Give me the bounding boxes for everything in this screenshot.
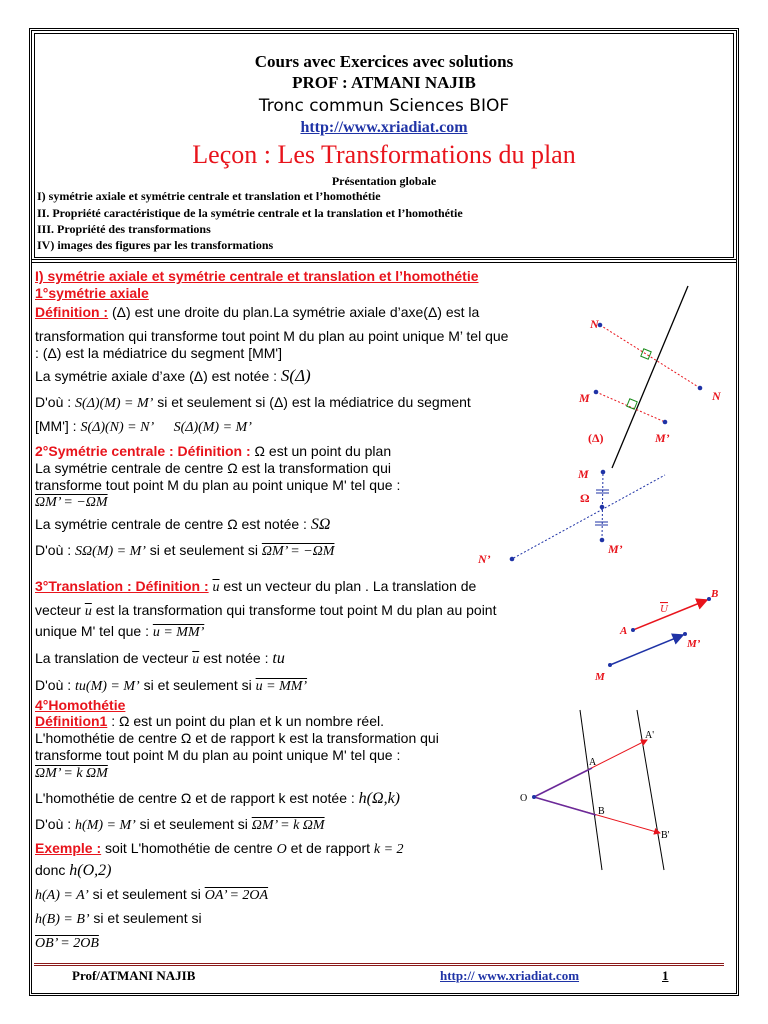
s2-title-line: 2°Symétrie centrale : Définition : Ω est un point du plan — [35, 443, 392, 459]
point-m — [601, 470, 606, 475]
footer-url-link[interactable]: http:// www.xriadiat.com — [440, 968, 580, 983]
figure-central-symmetry — [475, 460, 715, 575]
label-axis: (Δ) — [588, 431, 604, 445]
label-n-image: N — [712, 389, 721, 403]
point-n-image — [510, 557, 515, 562]
header-separator — [31, 259, 737, 263]
segment-nn — [510, 475, 665, 560]
header-line3: Tronc commun Sciences BIOF — [258, 96, 510, 116]
section1-heading: I) symétrie axiale et symétrie centrale et translation et l’homothétie — [35, 268, 479, 284]
s2-notation: La symétrie centrale de centre Ω est notée : SΩ — [35, 516, 331, 533]
footer-separator — [34, 963, 724, 966]
parallel-line-1 — [580, 710, 602, 870]
figure-homothety — [512, 705, 682, 875]
segment-mm — [596, 392, 665, 422]
s3-dou: D'où : tu(M) = M’ si et seulement si u = MM’ — [35, 677, 308, 694]
page-number: 1 — [662, 968, 669, 983]
label-n: N — [590, 317, 599, 331]
label-m: M — [579, 391, 590, 405]
s1-definition-line3: : (Δ) est la médiatrice du segment [MM'] — [35, 345, 282, 361]
s1-def-label: Définition : — [35, 304, 109, 320]
segment-oa — [534, 768, 592, 797]
label-u: U — [660, 603, 668, 615]
overview-heading: Présentation globale — [331, 174, 437, 188]
s4-definition-line1: Définition1 : Ω est un point du plan et k un nombre réel. — [35, 713, 384, 729]
s4-vector-equation: ΩM’ = k ΩM — [35, 766, 108, 781]
plan-item-2: II. Propriété caractéristique de la symétrie centrale et la translation et l’homothétie — [37, 206, 463, 220]
s3-title: 3°Translation : Définition : — [35, 578, 209, 594]
s1-dou: D'où : S(Δ)(M) = M’ si et seulement si (Δ) est la médiatrice du segment — [35, 394, 471, 411]
s1-definition-line2: transformation qui transforme tout point M du plan au point unique M’ tel que — [35, 328, 509, 344]
label-m: M — [595, 671, 605, 683]
example-line3: h(A) = A’ si et seulement si OA’ = 2OA — [35, 886, 269, 903]
s4-definition-line3: transforme tout point M du plan au point unique M' tel que : — [35, 747, 401, 763]
example-line5: OB’ = 2OB — [35, 936, 99, 951]
label-a: A — [589, 757, 597, 768]
point-m-image — [663, 420, 668, 425]
vector-mm — [610, 635, 683, 665]
header-line1: Cours avec Exercices avec solutions — [254, 52, 514, 71]
label-m: M — [578, 467, 589, 481]
s3-definition-line3: unique M' tel que : u = MM’ — [35, 623, 205, 640]
s1-notation: La symétrie axiale d’axe (Δ) est notée : S(Δ) — [35, 366, 311, 385]
s2-vector-equation: ΩM’ = −ΩM — [35, 495, 108, 510]
lesson-title: Leçon : Les Transformations du plan — [192, 140, 576, 169]
point-m — [594, 390, 599, 395]
s1-examples: [MM'] : S(Δ)(N) = N’ S(Δ)(M) = M’ — [35, 418, 252, 435]
s1-title: 1°symétrie axiale — [35, 285, 149, 301]
point-m-image — [683, 632, 687, 636]
s4-def-label: Définition1 — [35, 713, 108, 729]
point-o — [532, 795, 536, 799]
s4-title: 4°Homothétie — [35, 697, 126, 713]
plan-item-4: IV) images des figures par les transformations — [37, 238, 274, 252]
point-a — [631, 628, 635, 632]
point-n-image — [698, 386, 703, 391]
label-omega: Ω — [580, 491, 590, 505]
s2-definition-line3: transforme tout point M du plan au point unique M' tel que : — [35, 477, 401, 493]
s3-definition-line2: vecteur $\overline{u}$ est la transformation qui transforme tout point M du plan au point — [35, 602, 497, 619]
plan-item-3: III. Propriété des transformations — [37, 222, 211, 236]
point-omega — [600, 505, 605, 510]
s4-definition-line2: L'homothétie de centre Ω et de rapport k est la transformation qui — [35, 730, 439, 746]
plan-item-1: I) symétrie axiale et symétrie centrale et translation et l’homothétie — [37, 189, 381, 203]
header-line2: PROF : ATMANI NAJIB — [292, 73, 476, 92]
label-o: O — [520, 793, 528, 804]
s4-dou: D'où : h(M) = M’ si et seulement si ΩM’ = k ΩM — [35, 816, 325, 833]
s3-notation: La translation de vecteur $\overline{u}$ est notée : tu — [35, 650, 285, 667]
label-m-image: M’ — [655, 431, 670, 445]
example-line1: Exemple : soit L'homothétie de centre O et de rapport k = 2 — [35, 840, 404, 857]
example-label: Exemple : — [35, 840, 102, 856]
footer-author: Prof/ATMANI NAJIB — [72, 968, 196, 983]
right-angle-mark-1 — [641, 349, 651, 359]
s1-definition-line1: Définition : (Δ) est une droite du plan.La symétrie axiale d’axe(Δ) est la — [35, 304, 480, 320]
s3-title-line: 3°Translation : Définition : $\overline{u}$ est un vecteur du plan . La translation de — [35, 578, 477, 595]
right-angle-mark-2 — [627, 399, 637, 409]
vector-ab — [633, 600, 707, 630]
point-m-image — [600, 538, 605, 543]
label-a: A — [620, 625, 628, 637]
header-url-link[interactable]: http://www.xriadiat.com — [300, 119, 468, 136]
figure-translation — [585, 580, 735, 690]
label-b-image: B' — [661, 830, 670, 841]
label-n-image: N’ — [478, 552, 491, 566]
label-m-image: M’ — [608, 542, 623, 556]
example-line2: donc h(O,2) — [35, 862, 112, 879]
label-b: B — [598, 806, 605, 817]
axis-line — [612, 286, 688, 468]
segment-ob — [534, 797, 596, 815]
s2-definition-line2: La symétrie centrale de centre Ω est la transformation qui — [35, 460, 391, 476]
figure-axial-symmetry — [570, 280, 740, 470]
label-a-image: A' — [645, 730, 655, 741]
example-line4: h(B) = B’ si et seulement si — [35, 910, 202, 927]
label-m-image: M’ — [687, 638, 701, 650]
s2-dou: D'où : SΩ(M) = M’ si et seulement si ΩM’ = −ΩM — [35, 542, 335, 559]
label-b: B — [711, 588, 719, 600]
s4-notation: L'homothétie de centre Ω et de rapport k est notée : h(Ω,k) — [35, 790, 400, 807]
point-m — [608, 663, 612, 667]
s2-title: 2°Symétrie centrale : Définition : — [35, 443, 251, 459]
